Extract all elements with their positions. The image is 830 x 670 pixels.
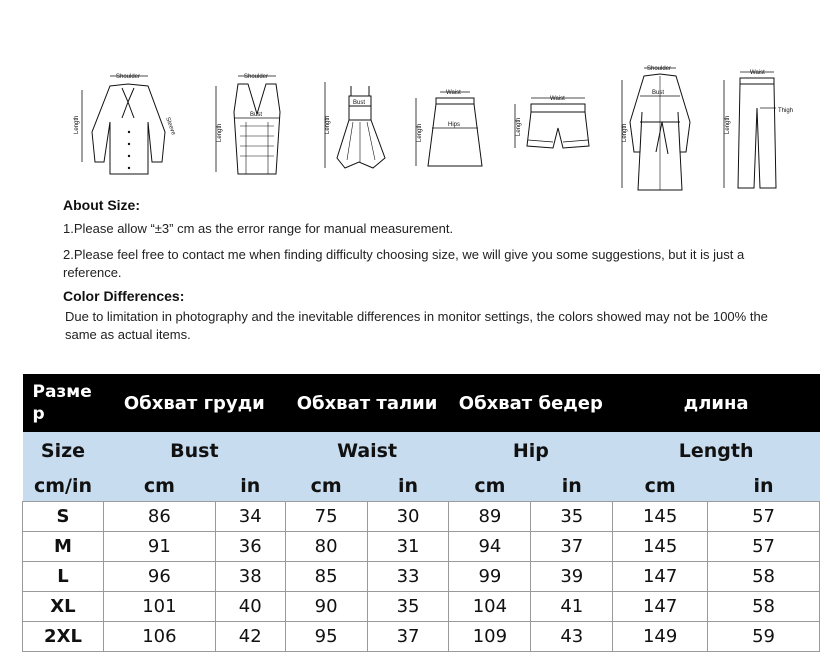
size-cell: L: [23, 562, 104, 592]
header-ru-hip: Обхват бедер: [449, 374, 613, 432]
hip-in-cell: 35: [531, 502, 613, 532]
svg-text:Length: Length: [516, 117, 522, 136]
dress-diagram: [315, 62, 395, 192]
svg-text:Bust: Bust: [250, 112, 263, 118]
size-cell: 2XL: [23, 622, 104, 652]
bust-cm-cell: 101: [103, 592, 215, 622]
unit-header: cm: [103, 470, 215, 502]
waist-in-cell: 30: [367, 502, 449, 532]
blouse-diagram: [70, 62, 180, 192]
vest-diagram: [210, 62, 290, 192]
header-ru-size: Разме р: [23, 374, 104, 432]
size-cell: S: [23, 502, 104, 532]
hip-in-cell: 37: [531, 532, 613, 562]
waist-cm-cell: 85: [285, 562, 367, 592]
waist-cm-cell: 95: [285, 622, 367, 652]
hip-cm-cell: 109: [449, 622, 531, 652]
bust-cm-cell: 106: [103, 622, 215, 652]
size-cell: M: [23, 532, 104, 562]
about-size-title: About Size:: [63, 197, 140, 213]
length-cm-cell: 147: [613, 562, 708, 592]
svg-text:Hips: Hips: [448, 122, 461, 128]
length-cm-cell: 145: [613, 502, 708, 532]
english-header-row: [23, 432, 820, 470]
pants-diagram: [720, 62, 810, 192]
bust-in-cell: 38: [215, 562, 285, 592]
waist-cm-cell: 80: [285, 532, 367, 562]
table-row: [23, 622, 820, 652]
unit-header: in: [367, 470, 449, 502]
unit-header: in: [215, 470, 285, 502]
waist-cm-cell: 90: [285, 592, 367, 622]
table-row: [23, 562, 820, 592]
unit-header-row: [23, 470, 820, 502]
header-ru-bust: Обхват груди: [103, 374, 285, 432]
unit-header: in: [531, 470, 613, 502]
svg-text:Shoulder: Shoulder: [244, 74, 269, 80]
unit-header: cm: [449, 470, 531, 502]
svg-text:Length: Length: [217, 123, 223, 142]
svg-text:Length: Length: [74, 115, 80, 134]
hip-cm-cell: 104: [449, 592, 531, 622]
unit-header: cm/in: [23, 470, 104, 502]
bust-cm-cell: 96: [103, 562, 215, 592]
color-differences-title: Color Differences:: [63, 288, 185, 304]
waist-in-cell: 33: [367, 562, 449, 592]
length-in-cell: 57: [708, 532, 820, 562]
svg-text:Length: Length: [725, 115, 731, 134]
coat-diagram: [610, 62, 705, 197]
bust-in-cell: 42: [215, 622, 285, 652]
svg-text:Length: Length: [325, 115, 331, 134]
hip-in-cell: 41: [531, 592, 613, 622]
length-cm-cell: 149: [613, 622, 708, 652]
length-cm-cell: 145: [613, 532, 708, 562]
svg-text:Shoulder: Shoulder: [647, 66, 672, 72]
length-in-cell: 58: [708, 592, 820, 622]
color-differences-note: Due to limitation in photography and the inevitable differences in monitor settings, the colors showed may not be 100% the same as actual items.: [65, 309, 768, 342]
length-in-cell: 59: [708, 622, 820, 652]
svg-text:Length: Length: [622, 123, 628, 142]
table-row: [23, 532, 820, 562]
header-hip: Hip: [449, 432, 613, 470]
length-cm-cell: 147: [613, 592, 708, 622]
table-row: [23, 502, 820, 532]
svg-text:Sleeve: Sleeve: [164, 116, 177, 136]
svg-text:Shoulder: Shoulder: [116, 74, 141, 80]
header-ru-length: длина: [613, 374, 820, 432]
hip-cm-cell: 99: [449, 562, 531, 592]
length-in-cell: 58: [708, 562, 820, 592]
bust-in-cell: 34: [215, 502, 285, 532]
svg-text:Waist: Waist: [446, 90, 461, 96]
hip-in-cell: 43: [531, 622, 613, 652]
header-size: Size: [23, 432, 104, 470]
length-in-cell: 57: [708, 502, 820, 532]
unit-header: in: [708, 470, 820, 502]
waist-in-cell: 35: [367, 592, 449, 622]
hip-cm-cell: 89: [449, 502, 531, 532]
svg-text:Waist: Waist: [750, 70, 765, 76]
bust-cm-cell: 91: [103, 532, 215, 562]
hip-cm-cell: 94: [449, 532, 531, 562]
svg-text:Bust: Bust: [353, 100, 366, 106]
waist-cm-cell: 75: [285, 502, 367, 532]
header-ru-waist: Обхват талии: [285, 374, 449, 432]
contact-note: 2.Please feel free to contact me when finding difficulty choosing size, we will give you some suggestions, but it is just a reference.: [63, 247, 745, 280]
unit-header: cm: [285, 470, 367, 502]
bust-in-cell: 40: [215, 592, 285, 622]
bust-in-cell: 36: [215, 532, 285, 562]
waist-in-cell: 37: [367, 622, 449, 652]
size-chart-table: [22, 374, 820, 652]
header-waist: Waist: [285, 432, 449, 470]
unit-header: cm: [613, 470, 708, 502]
russian-header-row: [23, 374, 820, 432]
size-cell: XL: [23, 592, 104, 622]
svg-text:Length: Length: [417, 123, 423, 142]
skirt-diagram: [410, 62, 490, 192]
header-bust: Bust: [103, 432, 285, 470]
header-length: Length: [613, 432, 820, 470]
svg-text:Bust: Bust: [652, 90, 665, 96]
svg-text:Waist: Waist: [550, 96, 565, 102]
waist-in-cell: 31: [367, 532, 449, 562]
allow-error-note: 1.Please allow “±3” cm as the error range for manual measurement.: [63, 221, 454, 236]
table-row: [23, 592, 820, 622]
shorts-diagram: [505, 62, 600, 192]
measurement-diagrams: [60, 62, 810, 197]
hip-in-cell: 39: [531, 562, 613, 592]
svg-text:Thigh: Thigh: [778, 108, 794, 114]
bust-cm-cell: 86: [103, 502, 215, 532]
